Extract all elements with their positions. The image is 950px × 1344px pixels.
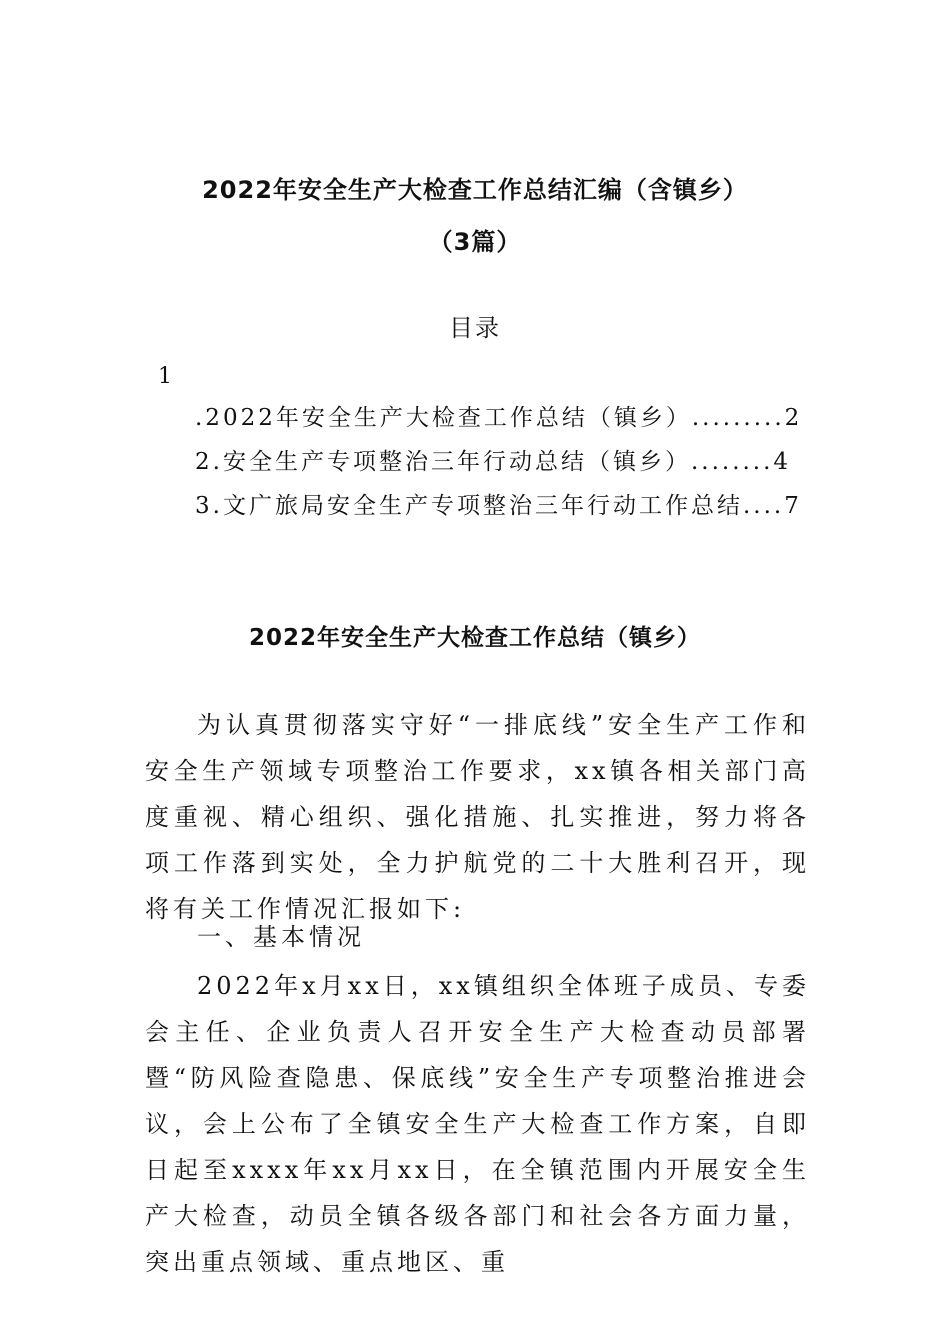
toc-item[interactable]: 3.文广旅局安全生产专项整治三年行动工作总结....7	[195, 493, 802, 519]
body-paragraph: 为认真贯彻落实守好“一排底线”安全生产工作和安全生产领域专项整治工作要求，xx镇各相关部门高度重视、精心组织、强化措施、扎实推进，努力将各项工作落到实处，全力护航党的二十大胜利召开，现将有关工作情况汇报如下:	[145, 711, 810, 923]
section-heading: 一、基本情况	[197, 923, 365, 951]
toc-item[interactable]: 2.安全生产专项整治三年行动总结（镇乡）........4	[195, 449, 792, 475]
document-title: 2022年安全生产大检查工作总结汇编（含镇乡）	[202, 176, 748, 204]
toc-heading: 目录	[449, 314, 501, 342]
section-title: 2022年安全生产大检查工作总结（镇乡）	[248, 625, 701, 651]
toc-number-prefix: 1	[158, 364, 172, 389]
body-paragraph: 2022年x月xx日，xx镇组织全体班子成员、专委会主任、企业负责人召开安全生产大检查动员部署暨“防风险查隐患、保底线”安全生产专项整治推进会议，会上公布了全镇安全生产大检查工作方案，自即日起至xxxx年xx月xx日，在全镇范围内开展安全生产大检查，动员全镇各级各部门和社会各方面力量，突出重点领域、重点地区、重	[145, 972, 810, 1276]
toc-item[interactable]: .2022年安全生产大检查工作总结（镇乡）.........2	[195, 405, 803, 431]
document-subtitle: （3篇）	[428, 228, 522, 256]
